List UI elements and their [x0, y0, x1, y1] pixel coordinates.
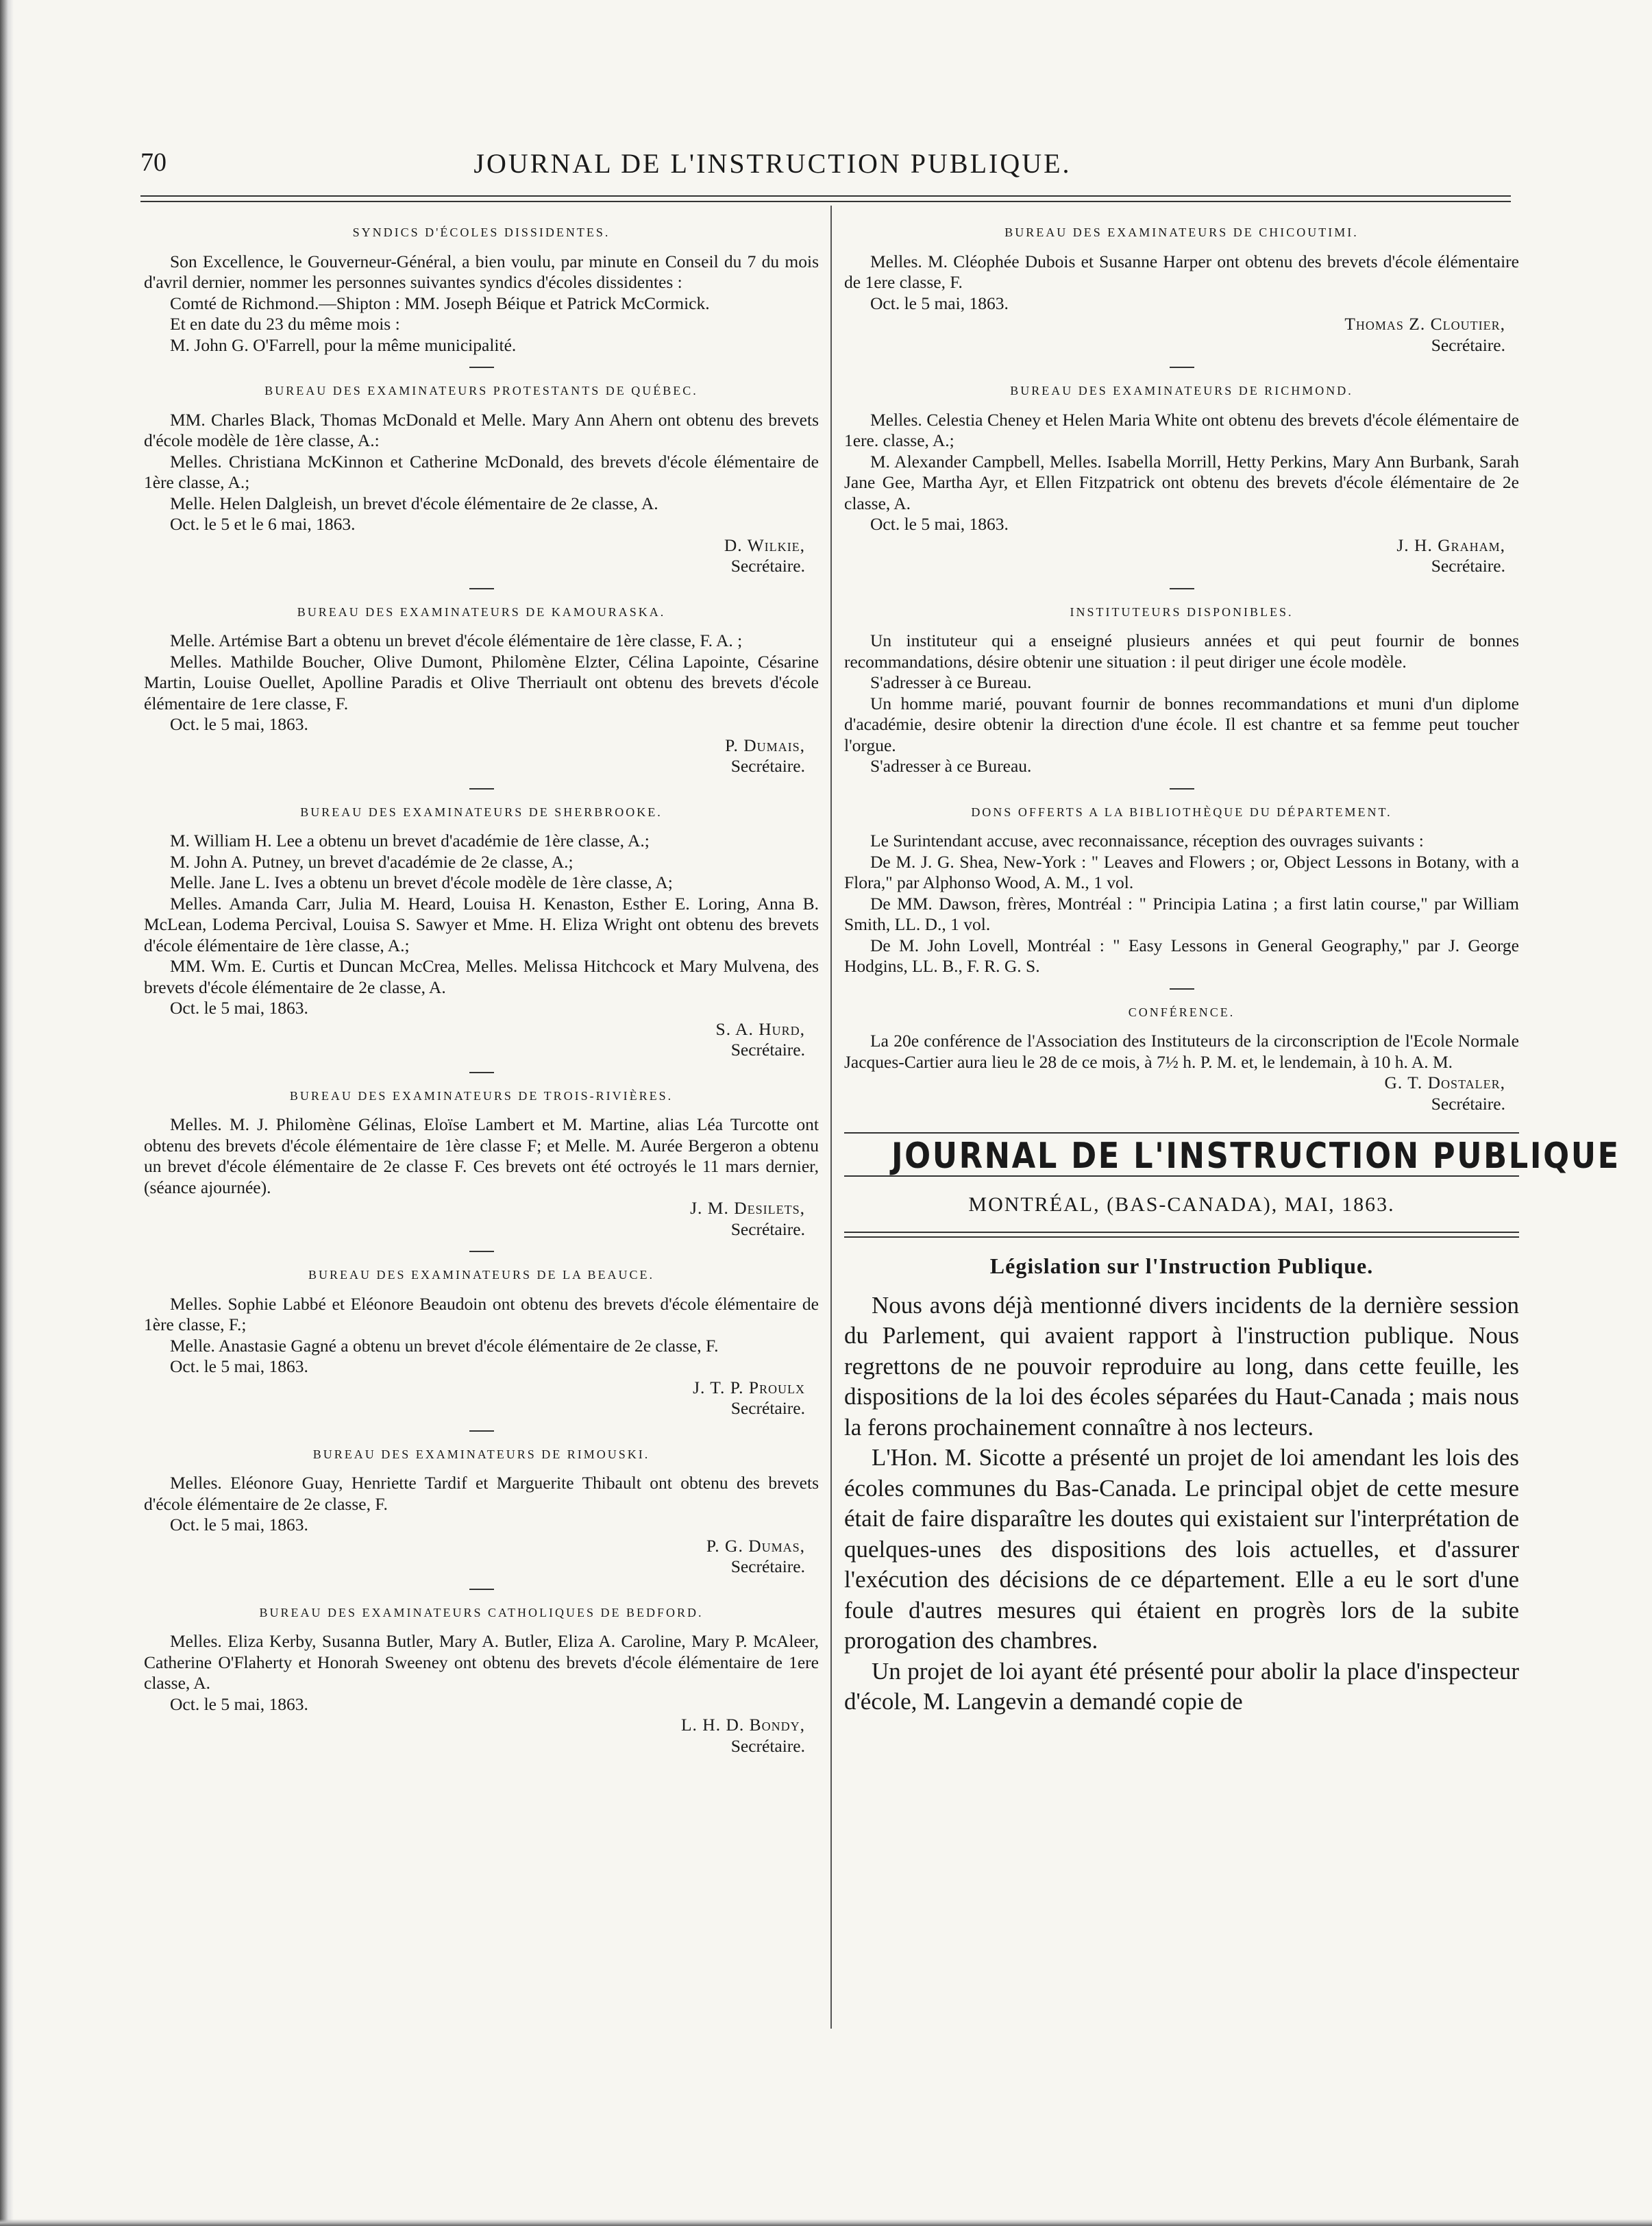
date-line: Oct. le 5 mai, 1863. — [170, 1515, 308, 1534]
section-title: BUREAU DES EXAMINATEURS PROTESTANTS DE QUÉBEC. — [264, 384, 698, 398]
signature: J. H. Graham, — [1396, 535, 1505, 555]
paragraph: MM. Wm. E. Curtis et Duncan McCrea, Melles. Melissa Hitchcock et Mary Mulvena, des brevets d'école élémentaire de 2e classe, A. — [144, 956, 819, 997]
date-line: Oct. le 5 mai, 1863. — [170, 1693, 308, 1714]
paragraph: Melles. Eliza Kerby, Susanna Butler, Mary A. Butler, Eliza A. Caroline, Mary P. McAleer, Catherine O'Flaherty et Honorah Sweeney ont obtenu des brevets d'école élémentaire de 1ere classe, A. — [144, 1631, 819, 1693]
section-divider — [1170, 588, 1194, 589]
section-title: BUREAU DES EXAMINATEURS DE SHERBROOKE. — [300, 805, 663, 819]
paragraph: Melle. Helen Dalgleish, un brevet d'école élémentaire de 2e classe, A. — [170, 493, 658, 513]
section-divider — [1170, 367, 1194, 368]
section-title: BUREAU DES EXAMINATEURS DE RIMOUSKI. — [312, 1447, 650, 1461]
paragraph: Melles. Amanda Carr, Julia M. Heard, Louisa H. Kenaston, Esther E. Loring, Anna B. McLean, Lodema Percival, Louisa S. Sawyer et Mme. H. Eliza Wright ont obtenu des brevets d'école élémentaire de 1ère classe, A.; — [144, 893, 819, 955]
paragraph: S'adresser à ce Bureau. — [870, 756, 1032, 776]
section-divider — [1170, 788, 1194, 790]
paragraph: Melles. Christiana McKinnon et Catherine McDonald, des brevets d'école élémentaire de 1ère classe, A.; — [144, 451, 819, 492]
section-trois-rivieres — [144, 1086, 819, 1240]
paragraph: Comté de Richmond.—Shipton : MM. Joseph Béique et Patrick McCormick. — [170, 293, 710, 313]
section-title: SYNDICS D'ÉCOLES DISSIDENTES. — [352, 225, 611, 239]
running-title: JOURNAL DE L'INSTRUCTION PUBLIQUE. — [473, 148, 1072, 179]
date-line: Oct. le 5 mai, 1863. — [870, 514, 1009, 534]
signature-role: Secrétaire. — [1431, 556, 1505, 576]
signature: P. G. Dumas, — [706, 1535, 805, 1556]
paragraph: Melles. Sophie Labbé et Eléonore Beaudoin ont obtenu des brevets d'école élémentaire de 1ère classe, F.; — [144, 1293, 819, 1334]
column-separator — [830, 206, 832, 2029]
section-divider — [1170, 988, 1194, 990]
signature-role: Secrétaire. — [730, 1735, 805, 1756]
right-column — [844, 219, 1620, 1717]
paragraph: Melles. Celestia Cheney et Helen Maria White ont obtenu des brevets d'école élémentaire de 1ere. classe, A.; — [844, 409, 1519, 450]
masthead-rule-top — [844, 1132, 1519, 1134]
paragraph: M. John G. O'Farrell, pour la même municipalité. — [170, 334, 517, 355]
signature: L. H. D. Bondy, — [680, 1715, 805, 1735]
signature-role: Secrétaire. — [1431, 334, 1505, 355]
section-title: BUREAU DES EXAMINATEURS CATHOLIQUES DE BEDFORD. — [259, 1605, 704, 1619]
date-line: Oct. le 5 mai, 1863. — [170, 1356, 308, 1376]
section-beauce — [144, 1264, 819, 1419]
paragraph: Melles. M. J. Philomène Gélinas, Eloïse Lambert et M. Martine, alias Léa Turcotte ont obtenu des brevets d'école élémentaire de 1ère classe F; et Melle. M. Aurée Bergeron a obtenu un brevet d'école élémentaire de 2e classe F. Ces brevets ont été octroyés le 11 mars dernier, (séance ajournée). — [144, 1114, 819, 1197]
paragraph: Melles. Mathilde Boucher, Olive Dumont, Philomène Elzter, Célina Lapointe, Césarine Martin, Louise Ouellet, Apolline Paradis et Olive Therriault ont obtenu des brevets d'école élémentaire de 1ere classe, F. — [144, 651, 819, 713]
paragraph: Melle. Artémise Bart a obtenu un brevet d'école élémentaire de 1ère classe, F. A. ; — [170, 631, 743, 650]
left-column — [144, 219, 819, 1761]
paragraph: Melle. Anastasie Gagné a obtenu un brevet d'école élémentaire de 2e classe, F. — [170, 1335, 719, 1356]
date-line: Oct. le 5 mai, 1863. — [170, 998, 308, 1018]
paragraph: De MM. Dawson, frères, Montréal : " Principia Latina ; a first latin course," par William Smith, LL. D., 1 vol. — [844, 893, 1519, 934]
paragraph: Et en date du 23 du même mois : — [170, 314, 400, 334]
paragraph: Son Excellence, le Gouverneur-Général, a bien voulu, par minute en Conseil du 7 du mois d'avril dernier, nommer les personnes suivantes syndics d'écoles dissidentes : — [144, 251, 819, 292]
section-bedford — [144, 1602, 819, 1757]
paragraph: La 20e conférence de l'Association des Instituteurs de la circonscription de l'Ecole Normale Jacques-Cartier aura lieu le 28 de ce mois, à 7½ h. P. M. et, le lendemain, à 10 h. A. M. — [844, 1031, 1519, 1072]
article-paragraph: Un projet de loi ayant été présenté pour abolir la place d'inspecteur d'école, M. Langevin a demandé copie de — [844, 1657, 1519, 1715]
section-dons — [844, 802, 1519, 977]
section-title: BUREAU DES EXAMINATEURS DE KAMOURASKA. — [297, 604, 666, 619]
signature: Thomas Z. Cloutier, — [1344, 314, 1505, 334]
paragraph: Melles. Eléonore Guay, Henriette Tardif et Marguerite Thibault ont obtenu des brevets d'école élémentaire de 2e classe, F. — [144, 1473, 819, 1514]
dateline: MONTRÉAL, (BAS-CANADA), MAI, 1863. — [968, 1192, 1395, 1216]
article-paragraph: L'Hon. M. Sicotte a présenté un projet de loi amendant les lois des écoles communes du Bas-Canada. Le principal objet de cette mesure était de faire disparaître les doutes qui existaient sur l'interprétation de quelques-unes des dispositions des lois actuelles, et d'assurer l'exécution des décisions de ce département. Elle a eu le sort d'une foule d'autres mesures qui étaient en progrès lors de la subite prorogation des chambres. — [844, 1444, 1519, 1654]
page-bottom-edge — [0, 2219, 1652, 2226]
signature-role: Secrétaire. — [730, 556, 805, 576]
section-richmond — [844, 380, 1519, 577]
paragraph: Melle. Jane L. Ives a obtenu un brevet d'école modèle de 1ère classe, A; — [170, 872, 673, 892]
paragraph: Melles. M. Cléophée Dubois et Susanne Harper ont obtenu des brevets d'école élémentaire de 1ere classe, F. — [844, 251, 1519, 292]
article-paragraph: Nous avons déjà mentionné divers incidents de la dernière session du Parlement, qui avaient rapport à l'instruction publique. Nous regrettons de ne pouvoir reproduire au long, dans cette feuille, les dispositions de la loi des écoles séparées du Haut-Canada ; mais nous la ferons prochainement connaître à nos lecteurs. — [844, 1291, 1519, 1441]
signature: S. A. Hurd, — [715, 1018, 805, 1039]
signature-role: Secrétaire. — [1431, 1093, 1505, 1114]
section-divider — [469, 588, 494, 589]
section-divider — [469, 1072, 494, 1073]
section-title: INSTITUTEURS DISPONIBLES. — [1070, 604, 1294, 619]
paragraph: De M. John Lovell, Montréal : " Easy Lessons in General Geography," par J. George Hodgins, LL. B., F. R. G. S. — [844, 935, 1519, 976]
date-line: Oct. le 5 mai, 1863. — [170, 714, 308, 734]
section-instituteurs — [844, 602, 1519, 777]
section-title: BUREAU DES EXAMINATEURS DE TROIS-RIVIÈRES. — [289, 1088, 674, 1103]
section-title: BUREAU DES EXAMINATEURS DE CHICOUTIMI. — [1004, 225, 1359, 239]
paragraph: Le Surintendant accuse, avec reconnaissance, réception des ouvrages suivants : — [870, 831, 1424, 851]
signature-role: Secrétaire. — [730, 1398, 805, 1418]
double-rule — [844, 1232, 1519, 1238]
signature-role: Secrétaire. — [730, 1556, 805, 1576]
paragraph: Un homme marié, pouvant fournir de bonnes recommandations et muni d'un diplome d'académie, desire obtenir la direction d'une école. Il est chantre et sa femme peut toucher l'orgue. — [844, 693, 1519, 755]
page-binding-edge — [0, 0, 14, 2226]
section-title: BUREAU DES EXAMINATEURS DE RICHMOND. — [1010, 384, 1353, 398]
section-quebec — [144, 380, 819, 577]
signature: P. Dumais, — [725, 735, 805, 755]
page-number: 70 — [140, 148, 167, 177]
paragraph: M. William H. Lee a obtenu un brevet d'académie de 1ère classe, A.; — [170, 831, 650, 851]
paragraph: S'adresser à ce Bureau. — [870, 672, 1032, 692]
section-divider — [469, 367, 494, 368]
section-kamouraska — [144, 602, 819, 777]
page-header — [140, 147, 1511, 188]
section-conference — [844, 1002, 1519, 1115]
date-line: Oct. le 5 et le 6 mai, 1863. — [170, 514, 356, 534]
article-title: Législation sur l'Instruction Publique. — [989, 1253, 1374, 1278]
signature-role: Secrétaire. — [730, 1219, 805, 1239]
signature: J. M. Desilets, — [690, 1198, 805, 1218]
signature: G. T. Dostaler, — [1384, 1073, 1505, 1092]
paragraph: De M. J. G. Shea, New-York : " Leaves and Flowers ; or, Object Lessons in Botany, with a Flora," par Alphonso Wood, A. M., 1 vol. — [844, 851, 1519, 892]
section-syndics — [144, 222, 819, 356]
header-rule — [140, 195, 1511, 202]
paragraph: MM. Charles Black, Thomas McDonald et Melle. Mary Ann Ahern ont obtenu des brevets d'école modèle de 1ère classe, A.: — [144, 409, 819, 450]
section-rimouski — [144, 1444, 819, 1578]
section-title: DONS OFFERTS A LA BIBLIOTHÈQUE DU DÉPARTEMENT. — [971, 805, 1392, 819]
signature: D. Wilkie, — [724, 535, 805, 555]
paragraph: M. John A. Putney, un brevet d'académie de 2e classe, A.; — [170, 851, 574, 872]
section-sherbrooke — [144, 802, 819, 1061]
paragraph: M. Alexander Campbell, Melles. Isabella Morrill, Hetty Perkins, Mary Ann Burbank, Sarah Jane Gee, Martha Ayr, et Ellen Fitzpatrick ont obtenu des brevets d'école élémentaire de 2e classe, A. — [844, 451, 1519, 513]
signature-role: Secrétaire. — [730, 1040, 805, 1060]
masthead-title: JOURNAL DE L'INSTRUCTION PUBLIQUE — [891, 1136, 1620, 1177]
section-chicoutimi — [844, 222, 1519, 356]
section-divider — [469, 1251, 494, 1252]
lead-article — [844, 1253, 1519, 1717]
section-title: BUREAU DES EXAMINATEURS DE LA BEAUCE. — [308, 1268, 654, 1282]
signature: J. T. P. Proulx — [693, 1377, 805, 1397]
date-line: Oct. le 5 mai, 1863. — [870, 293, 1009, 313]
section-divider — [469, 788, 494, 790]
paragraph: Un instituteur qui a enseigné plusieurs années et qui peut fournir de bonnes recommandations, désire obtenir une situation : il peut diriger une école modèle. — [844, 631, 1519, 672]
section-divider — [469, 1589, 494, 1590]
section-divider — [469, 1430, 494, 1432]
signature-role: Secrétaire. — [730, 756, 805, 776]
section-title: CONFÉRENCE. — [1128, 1005, 1235, 1019]
